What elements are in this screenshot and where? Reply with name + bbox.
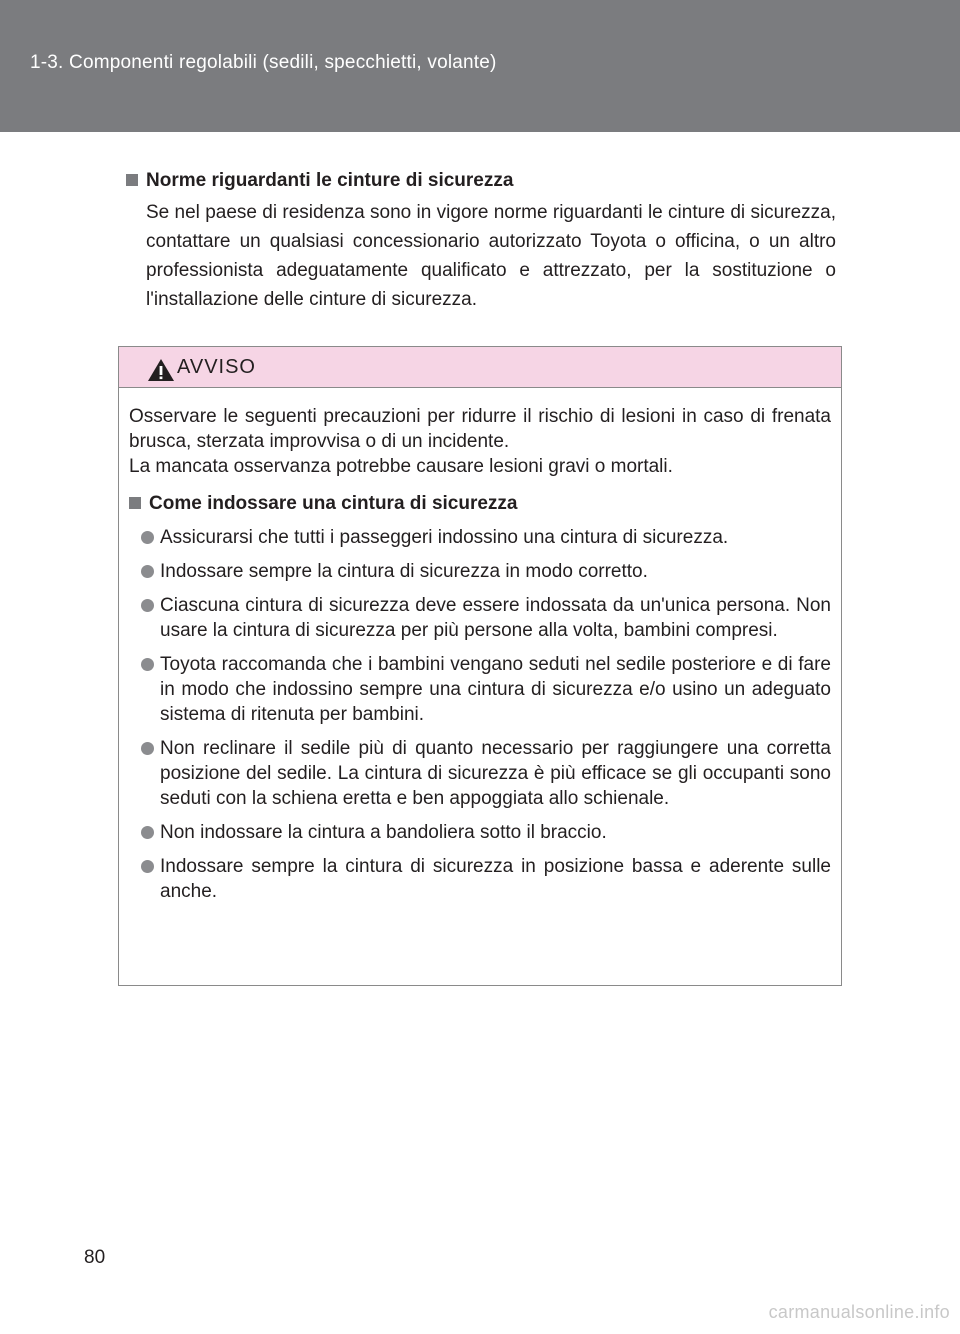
list-item-text: Ciascuna cintura di sicurezza deve essere indossata da un'unica persona. Non usare la cintura di sicurezza per più persone alla volta, bambini compresi.	[160, 595, 831, 641]
section-heading	[126, 168, 836, 194]
warning-triangle-icon	[147, 358, 175, 382]
square-bullet-icon	[126, 174, 138, 186]
circle-bullet-icon	[141, 565, 154, 578]
list-item-text: Indossare sempre la cintura di sicurezza in posizione bassa e aderente sulle anche.	[160, 856, 831, 902]
warning-header	[119, 347, 841, 388]
list-item	[129, 736, 831, 811]
warning-intro-line-1: Osservare le seguenti precauzioni per ridurre il rischio di lesioni in caso di frenata brusca, sterzata improvvisa o di un incidente.	[129, 406, 831, 452]
list-item-text: Toyota raccomanda che i bambini vengano seduti nel sedile posteriore e di fare in modo che indossino sempre una cintura di sicurezza e/o usino un adeguato sistema di ritenuta per bambini.	[160, 654, 831, 725]
circle-bullet-icon	[141, 742, 154, 755]
circle-bullet-icon	[141, 658, 154, 671]
warning-box	[118, 346, 842, 986]
circle-bullet-icon	[141, 599, 154, 612]
warning-content	[119, 388, 841, 904]
warning-intro	[129, 404, 831, 479]
watermark: carmanualsonline.info	[768, 1302, 950, 1322]
list-item	[129, 525, 831, 550]
section-heading-text: Norme riguardanti le cinture di sicurezza	[146, 170, 514, 191]
section-body: Se nel paese di residenza sono in vigore norme riguardanti le cinture di sicurezza, contattare un qualsiasi concessionario autorizzato Toyota o officina, o un altro professionista adeguatamente qualificato e attrezzato, per la sostituzione o l'installazione delle cinture di sicurezza.	[146, 202, 836, 310]
precaution-list	[129, 525, 831, 904]
circle-bullet-icon	[141, 860, 154, 873]
list-item-text: Non indossare la cintura a bandoliera sotto il braccio.	[160, 822, 607, 843]
list-item-text: Indossare sempre la cintura di sicurezza in modo corretto.	[160, 561, 648, 582]
list-item	[129, 854, 831, 904]
square-bullet-icon	[129, 497, 141, 509]
list-item	[129, 559, 831, 584]
warning-subheading-text: Come indossare una cintura di sicurezza	[149, 493, 518, 514]
page-header-band	[0, 0, 960, 132]
list-item	[129, 593, 831, 643]
warning-subheading	[129, 491, 831, 516]
seatbelt-regulations-section	[126, 168, 836, 314]
circle-bullet-icon	[141, 826, 154, 839]
list-item-text: Non reclinare il sedile più di quanto necessario per raggiungere una corretta posizione del sedile. La cintura di sicurezza è più efficace se gli occupanti sono seduti con la schiena eretta e ben appoggiata allo schienale.	[160, 738, 831, 809]
circle-bullet-icon	[141, 531, 154, 544]
chapter-title: 1-3. Componenti regolabili (sedili, specchietti, volante)	[30, 52, 497, 73]
list-item	[129, 652, 831, 727]
list-item	[129, 820, 831, 845]
warning-title: AVVISO	[177, 356, 256, 378]
warning-intro-line-2: La mancata osservanza potrebbe causare lesioni gravi o mortali.	[129, 456, 673, 477]
list-item-text: Assicurarsi che tutti i passeggeri indossino una cintura di sicurezza.	[160, 527, 729, 548]
page-number: 80	[84, 1247, 106, 1268]
